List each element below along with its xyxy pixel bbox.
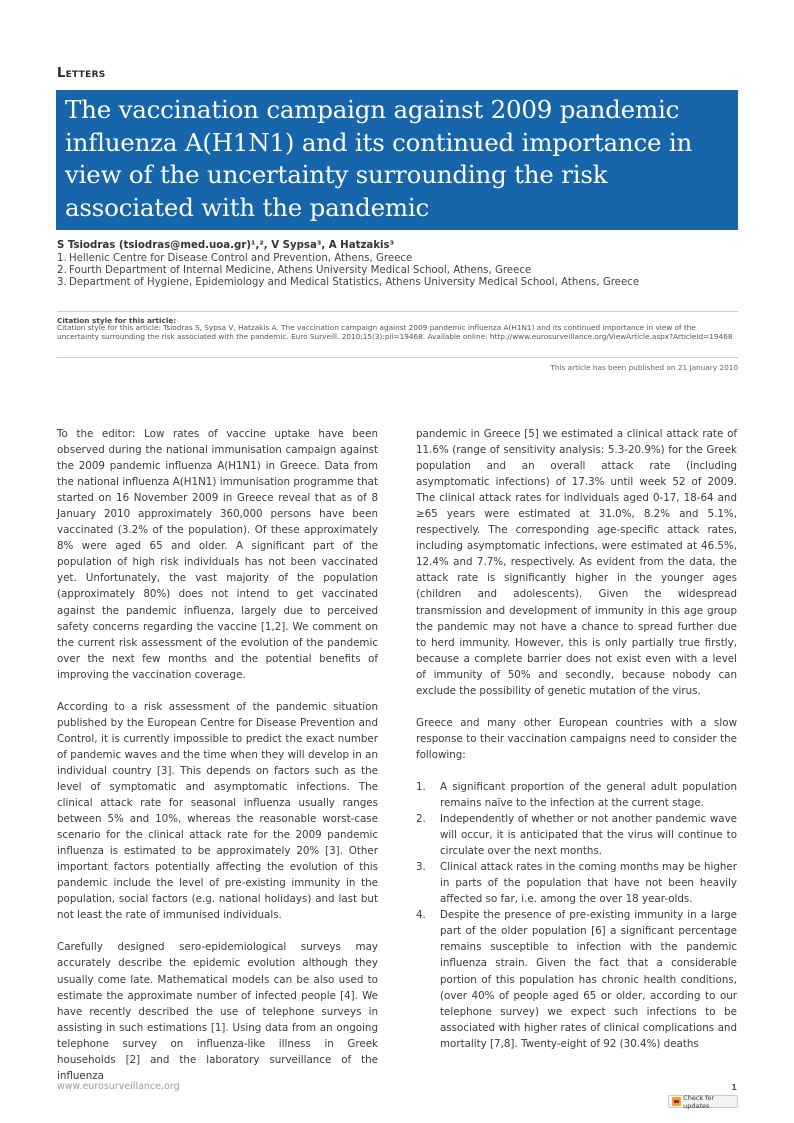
- body-paragraph: To the editor: Low rates of vaccine uptake have been observed during the national immunisation campaign against the 2009 pandemic influenza A(H1N1) in Greece. Data from the national influenza A(H1N1) immunisation programme that started on 16 November 2009 in Greece reveal that as of 8 January 2010 approximately 360,000 persons have been vaccinated (3.2% of the population). Of these approximately 8% were aged 65 and older. A significant part of the population of high risk individuals has not been vaccinated yet. Unfortunately, the vast majority of the population (approximately 80%) does not intend to get vaccinated against the pandemic influenza, largely due to perceived safety concerns regarding the vaccine [1,2]. We comment on the current risk assessment of the evolution of the pandemic over the next few months and the potential benefits of improving the vaccination coverage.: [57, 428, 378, 681]
- affiliation-number: 2.: [57, 265, 67, 276]
- body-paragraph: pandemic in Greece [5] we estimated a clinical attack rate of 11.6% (range of sensitivity analysis: 5.3-20.9%) for the Greek population and an overall attack rate (including asymptomatic infections) of 17.3% until week 52 of 2009. The clinical attack rates for individuals aged 0-17, 18-64 and ≥65 years were estimated at 31.0%, 8.2% and 5.1%, respectively. The corresponding age-specific attack rates, including asymptomatic infections, were estimated at 46.5%, 12.4% and 7.7%, respectively. As evident from the data, the attack rate is significantly higher in the younger ages (children and adolescents). Given the widespread transmission and development of immunity in this age group the pandemic may not have a chance to spread further due to herd immunity. However, this is only partially true firstly, because a complete barrier does not exist even with a level of immunity of 50% and secondly, because nobody can exclude the possibility of genetic mutation of the virus.: [416, 428, 737, 697]
- check-for-updates-label: Check for updates: [683, 1093, 715, 1110]
- list-item: [416, 907, 737, 1051]
- check-for-updates-button[interactable]: [668, 1095, 738, 1108]
- body-column-left: [57, 426, 378, 1084]
- article-title: The vaccination campaign against 2009 pandemic influenza A(H1N1) and its continued importance in view of the uncertainty surrounding the risk associated with the pandemic: [65, 95, 693, 222]
- affiliation-number: 1.: [57, 253, 67, 264]
- citation-top-divider: [57, 311, 738, 312]
- citation-text: Citation style for this article: Tsiodras S, Sypsa V, Hatzakis A. The vaccination campaign against 2009 pandemic influenza A(H1N1) and its continued importance in view of the uncertainty surrounding the risk associated with the pandemic. Euro Surveill. 2010;15(3):pii=19468. Available online: http://www.eurosurveillance.org/ViewArticle.aspx?ArticleId=19468: [57, 323, 733, 341]
- list-item-text: A significant proportion of the general adult population remains naïve to the infection at the current stage.: [440, 780, 737, 809]
- affiliations-list: [57, 253, 639, 289]
- body-paragraph: Greece and many other European countries with a slow response to their vaccination campaigns need to consider the following:: [416, 716, 737, 761]
- list-item-number: 1.: [416, 780, 426, 793]
- list-item-text: Clinical attack rates in the coming months may be higher in parts of the population that have not been heavily affected so far, i.e. among the over 18 year-olds.: [440, 861, 737, 906]
- affiliation-number: 3.: [57, 277, 67, 288]
- body-paragraph: According to a risk assessment of the pandemic situation published by the European Centre for Disease Prevention and Control, it is currently impossible to predict the exact number of pandemic waves and the time when they will develop in an individual country [3]. This depends on factors such as the level of symptomatic and asymptomatic infections. The clinical attack rate for seasonal influenza usually ranges between 5% and 10%, whereas the reasonable worst-case scenario for the clinical attack rate for the 2009 pandemic influenza is estimated to be approximately 20% [3]. Other important factors potentially affecting the evolution of this pandemic include the level of pre-existing immunity in the population, social factors (e.g. national holidays) and last but not least the rate of immunised individuals.: [57, 700, 378, 922]
- list-item: [416, 859, 737, 907]
- body-column-right: [416, 426, 737, 1052]
- affiliation-text: Department of Hygiene, Epidemiology and Medical Statistics, Athens University Medical School, Athens, Greece: [69, 277, 640, 288]
- section-label: Letters: [57, 66, 106, 81]
- affiliation-text: Fourth Department of Internal Medicine, Athens University Medical School, Athens, Greece: [69, 265, 532, 276]
- list-item-text: Despite the presence of pre-existing immunity in a large part of the older population [6] a significant percentage remains susceptible to infection with the pandemic influenza strain. Given the fact that a considerable portion of this population has chronic health conditions, (over 40% of people aged 65 or older, according to our telephone survey) we expect such infections to be associated with higher rates of clinical complications and mortality [7,8]. Twenty-eight of 92 (30.4%) deaths: [440, 909, 737, 1050]
- affiliation-text: Hellenic Centre for Disease Control and Prevention, Athens, Greece: [69, 253, 413, 264]
- list-item: [416, 811, 737, 859]
- crossmark-icon: [672, 1097, 680, 1106]
- footer-url-link[interactable]: www.eurosurveillance.org: [57, 1081, 180, 1092]
- considerations-list: [416, 779, 737, 1052]
- citation-bottom-divider: [57, 357, 738, 358]
- published-date: This article has been published on 21 January 2010: [550, 363, 738, 372]
- list-item-number: 2.: [416, 813, 426, 826]
- affiliation-item: [57, 253, 639, 265]
- page-number: 1: [731, 1083, 737, 1092]
- body-paragraph: Carefully designed sero-epidemiological surveys may accurately describe the epidemic evolution although they usually come late. Mathematical models can be also used to estimate the approximate number of infected people [4]. We have recently described the use of telephone surveys in assisting in such estimations [1]. Using data from an ongoing telephone survey on influenza-like illness in Greek households [2] and the laboratory surveillance of the influenza: [57, 941, 378, 1082]
- title-banner: [56, 90, 738, 230]
- authors-line: S Tsiodras (tsiodras@med.uoa.gr)¹,², V Sypsa³, A Hatzakis³: [57, 240, 395, 251]
- list-item-number: 4.: [416, 909, 426, 922]
- list-item-text: Independently of whether or not another pandemic wave will occur, it is anticipated that the virus will continue to circulate over the next months.: [440, 813, 737, 858]
- citation-heading: Citation style for this article:: [57, 316, 177, 325]
- affiliation-item: [57, 277, 639, 289]
- affiliation-item: [57, 265, 639, 277]
- list-item: [416, 779, 737, 811]
- list-item-number: 3.: [416, 861, 426, 874]
